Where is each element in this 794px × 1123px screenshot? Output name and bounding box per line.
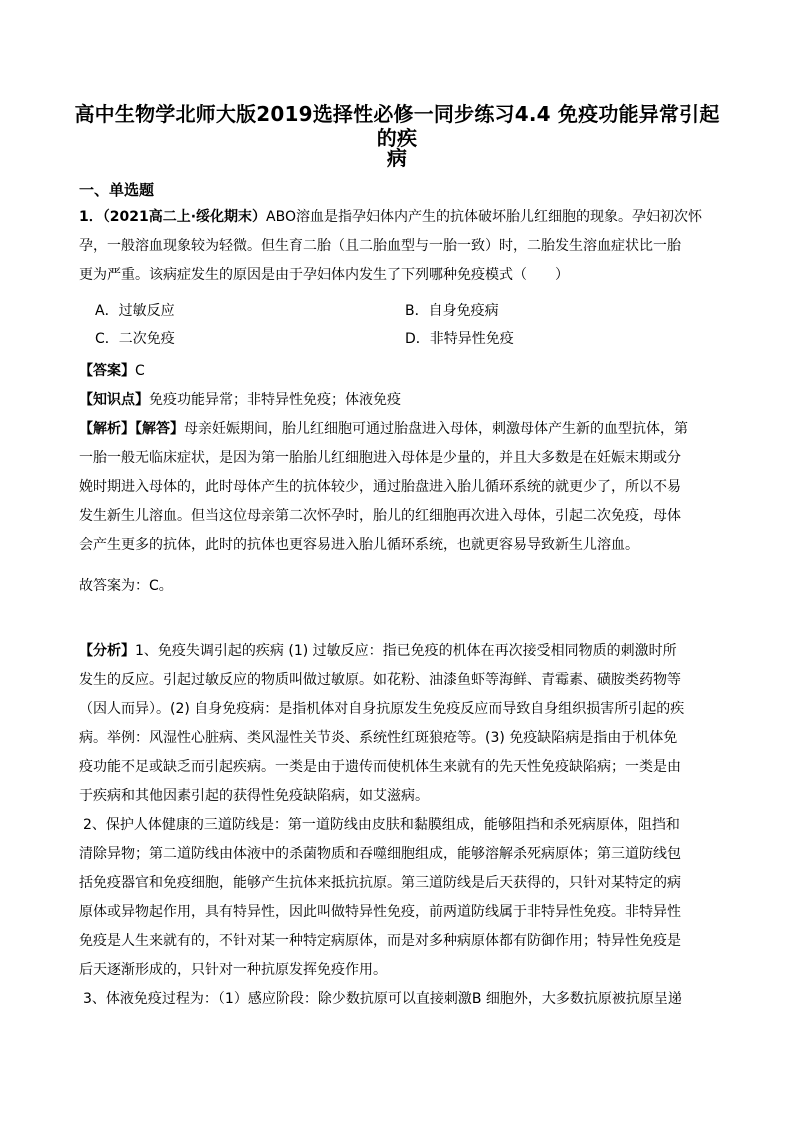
- analysis-line-2: 一胎一般无临床症状，是因为第一胎胎儿红细胞进入母体是少量的，并且大多数是在妊娠末期或分: [79, 450, 681, 466]
- options-row-1: [95, 297, 715, 325]
- fenxi-tag: 【分析】: [79, 643, 135, 659]
- document-title-line-2: 病: [386, 146, 408, 170]
- knowledge-tag: 【知识点】: [79, 392, 149, 408]
- analysis-line-5: 会产生更多的抗体，此时的抗体也更容易进入胎儿循环系统，也就更容易导致新生儿溶血。: [79, 537, 639, 553]
- document-title-line-1: 高中生物学北师大版2019选择性必修一同步练习4.4 免疫功能异常引起的疾: [74, 102, 720, 150]
- answer-line: [79, 357, 723, 386]
- options-row-2: [95, 325, 715, 353]
- fenxi-p2-line-6: 后天逐渐形成的，只针对一种抗原发挥免疫作用。: [79, 962, 387, 978]
- stem-text-1: ABO溶血是指孕妇体内产生的抗体破坏胎儿红细胞的现象。孕妇初次怀: [266, 209, 703, 225]
- answer-tag: 【答案】: [79, 363, 135, 379]
- knowledge-line: [79, 386, 723, 415]
- fenxi-p1-line-1: [79, 637, 723, 666]
- fenxi-p1-line-5: 疫功能不足或缺乏而引起疾病。一类是由于遗传而使机体生来就有的先天性免疫缺陷病；一类是由: [79, 759, 681, 775]
- analysis-text-1: 母亲妊娠期间，胎儿红细胞可通过胎盘进入母体，刺激母体产生新的血型抗体，第: [184, 421, 688, 437]
- option-d[interactable]: D．非特异性免疫: [405, 331, 514, 347]
- question-1-stem-line-1: [79, 203, 723, 232]
- fenxi-p1-line-3: （因人而异）。(2) 自身免疫病：是指机体对自身抗原发生免疫反应而导致自身组织损害所引起的疾: [79, 701, 685, 717]
- analysis-tag: 【解析】【解答】: [79, 421, 184, 437]
- question-1-options: [95, 297, 715, 353]
- fenxi-p1-line-6: 于疾病和其他因素引起的获得性免疫缺陷病，如艾滋病。: [79, 788, 429, 804]
- fenxi-p2-line-2: 清除异物；第二道防线由体液中的杀菌物质和吞噬细胞组成，能够溶解杀死病原体；第三道防线包: [79, 846, 681, 862]
- knowledge-value: 免疫功能异常；非特异性免疫；体液免疫: [149, 392, 401, 408]
- answer-block: [79, 357, 723, 560]
- answer-value: C: [135, 363, 145, 379]
- question-source: （2021高二上·绥化期末）: [102, 209, 267, 225]
- question-number: 1．: [79, 209, 103, 225]
- fenxi-p2-line-4: 原体或异物起作用，具有特异性，因此叫做特异性免疫，前两道防线属于非特异性免疫。非特异性: [79, 904, 681, 920]
- analysis-line-1: [79, 415, 723, 444]
- fenxi-p2-line-3: 括免疫器官和免疫细胞，能够产生抗体来抵抗抗原。第三道防线是后天获得的，只针对某特定的病: [79, 875, 681, 891]
- fenxi-p3-line-1: 3、体液免疫过程为：（1）感应阶段：除少数抗原可以直接刺激B 细胞外，大多数抗原被抗原呈递: [83, 991, 682, 1007]
- section-heading: 一、单选题: [79, 181, 155, 199]
- fenxi-block: [79, 637, 723, 1014]
- conclusion-line: 故答案为：C。: [79, 578, 173, 594]
- question-1-stem: [79, 203, 723, 290]
- question-1-stem-line-3: 更为严重。该病症发生的原因是由于孕妇体内发生了下列哪种免疫模式（ ）: [79, 267, 569, 283]
- question-1-stem-line-2: 孕，一般溶血现象较为轻微。但生育二胎（且二胎血型与一胎一致）时，二胎发生溶血症状比一胎: [79, 238, 681, 254]
- option-b[interactable]: B．自身免疫病: [405, 303, 499, 319]
- fenxi-p1-line-2: 发生的反应。引起过敏反应的物质叫做过敏原。如花粉、油漆鱼虾等海鲜、青霉素、磺胺类药物等: [79, 672, 681, 688]
- option-a[interactable]: A．过敏反应: [95, 303, 175, 319]
- analysis-line-3: 娩时期进入母体的，此时母体产生的抗体较少，通过胎盘进入胎儿循环系统的就更少了，所以不易: [79, 479, 681, 495]
- fenxi-text-1: 1、免疫失调引起的疾病 (1) 过敏反应：指已免疫的机体在再次接受相同物质的刺激时所: [135, 643, 677, 659]
- fenxi-p2-line-1: 2、保护人体健康的三道防线是：第一道防线由皮肤和黏膜组成，能够阻挡和杀死病原体，阻挡和: [83, 817, 680, 833]
- fenxi-p2-line-5: 免疫是人生来就有的，不针对某一种特定病原体，而是对多种病原体都有防御作用；特异性免疫是: [79, 933, 681, 949]
- analysis-line-4: 发生新生儿溶血。但当这位母亲第二次怀孕时，胎儿的红细胞再次进入母体，引起二次免疫，母体: [79, 508, 681, 524]
- fenxi-p1-line-4: 病。举例：风湿性心脏病、类风湿性关节炎、系统性红斑狼疮等。(3) 免疫缺陷病是指由于机体免: [79, 730, 678, 746]
- option-c[interactable]: C．二次免疫: [95, 331, 175, 347]
